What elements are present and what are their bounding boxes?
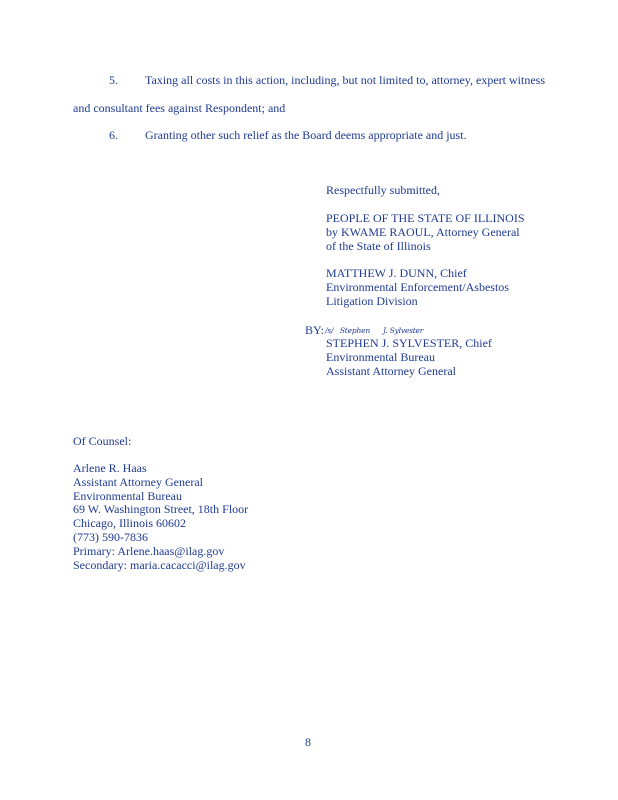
electronic-signature: /s/ Stephen J. Sylvester — [325, 326, 424, 335]
counsel-title: Assistant Attorney General — [73, 474, 203, 489]
counsel-city: Chicago, Illinois 60602 — [73, 516, 186, 531]
signature-block — [326, 184, 440, 198]
party-line-3: of the State of Illinois — [326, 238, 431, 253]
by-label: BY: — [305, 323, 324, 337]
item-5-text-line2: and consultant fees against Respondent; and — [73, 101, 286, 115]
counsel-primary-email: Primary: Arlene.haas@ilag.gov — [73, 543, 225, 558]
signer-line-2: Environmental Bureau — [326, 349, 435, 364]
signer-line-1: STEPHEN J. SYLVESTER, Chief — [326, 336, 492, 350]
signer-line-3: Assistant Attorney General — [326, 363, 456, 378]
item-5-number: 5. — [109, 73, 118, 87]
chief-line-2: Environmental Enforcement/Asbestos — [326, 279, 509, 294]
item-5-text-line1: Taxing all costs in this action, including, but not limited to, attorney, expert witness — [145, 73, 545, 87]
chief-line-1: MATTHEW J. DUNN, Chief — [326, 266, 467, 280]
signer-block — [326, 337, 492, 378]
chief-line-3: Litigation Division — [326, 293, 418, 308]
party-line-1: PEOPLE OF THE STATE OF ILLINOIS — [326, 211, 525, 225]
closing-text: Respectfully submitted, — [326, 183, 440, 197]
counsel-bureau: Environmental Bureau — [73, 488, 182, 503]
chief-block — [326, 267, 509, 308]
page-number: 8 — [305, 735, 311, 749]
party-block — [326, 212, 525, 253]
counsel-phone: (773) 590-7836 — [73, 529, 148, 544]
counsel-name: Arlene R. Haas — [73, 461, 147, 475]
of-counsel-heading: Of Counsel: — [73, 434, 132, 448]
party-line-2: by KWAME RAOUL, Attorney General — [326, 224, 520, 239]
counsel-street: 69 W. Washington Street, 18th Floor — [73, 502, 249, 517]
counsel-block — [73, 462, 248, 572]
item-6-number: 6. — [109, 128, 118, 142]
item-6-text: Granting other such relief as the Board deems appropriate and just. — [145, 128, 467, 142]
counsel-secondary-email: Secondary: maria.cacacci@ilag.gov — [73, 557, 246, 572]
